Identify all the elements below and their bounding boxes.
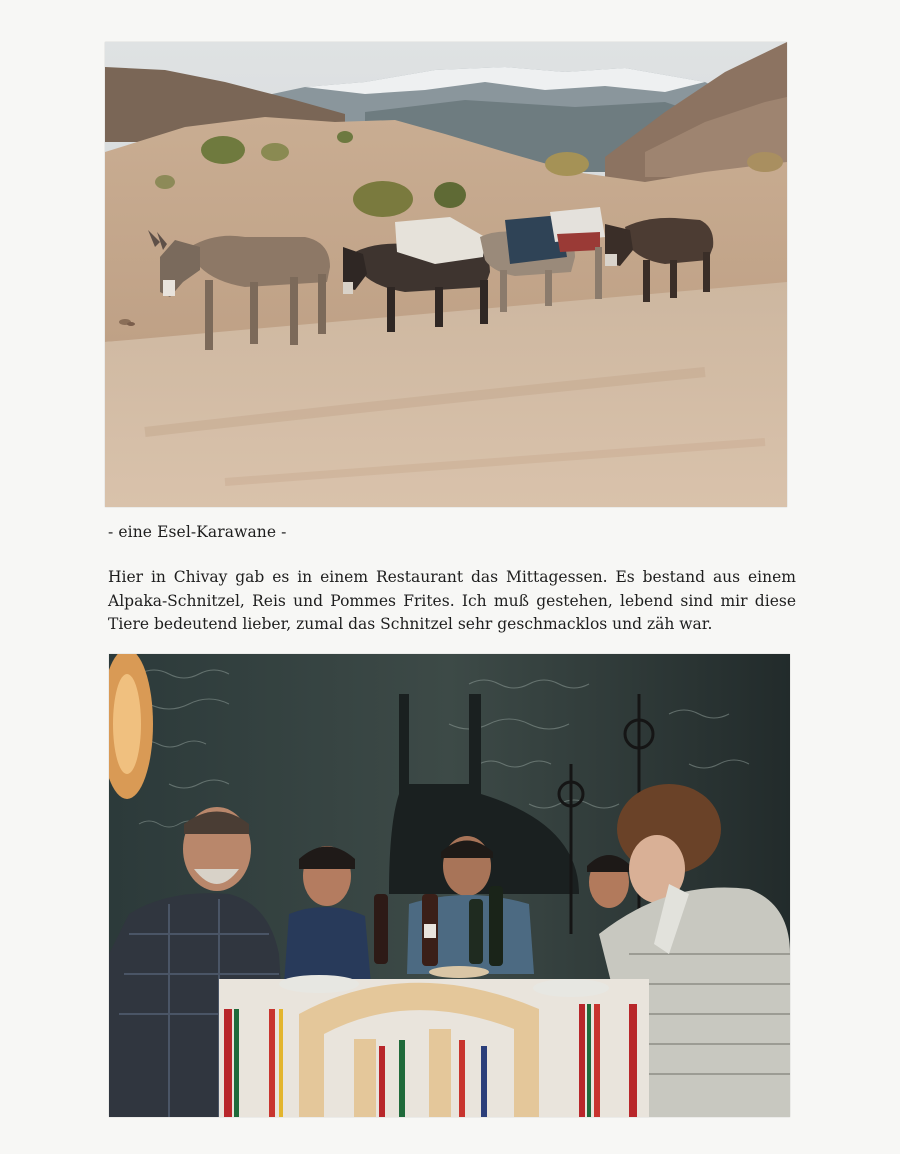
body-paragraph-text: Hier in Chivay gab es in einem Restaurant das Mittagessen. Es bestand aus einem Alpaka-Schnitzel, Reis und Pommes Frites. Ich muß gestehen, lebend sind mir diese Tiere bedeutend lieber, zumal das Schnitzel sehr geschmacklos und zäh war. xyxy=(108,568,796,633)
restaurant-lunch-photo xyxy=(109,654,790,1117)
body-paragraph xyxy=(108,566,796,637)
donkey-caravan-photo xyxy=(105,42,787,507)
photo-caption: - eine Esel-Karawane - xyxy=(108,523,287,541)
